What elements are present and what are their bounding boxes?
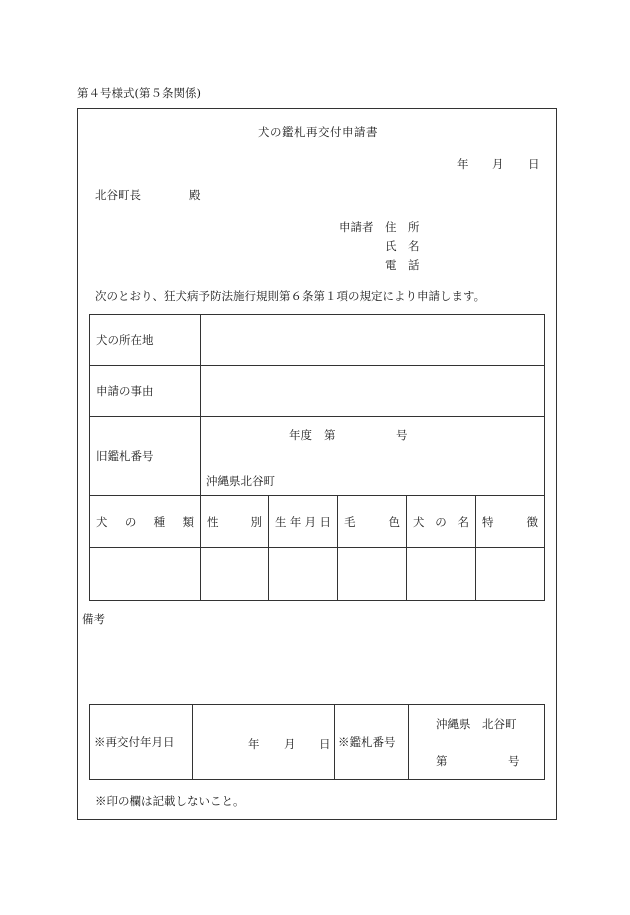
col-header-coat-color-chars xyxy=(344,514,400,530)
dog-location-field[interactable] xyxy=(201,315,545,366)
col-header-breed-chars xyxy=(96,514,194,530)
coat-color-field[interactable] xyxy=(338,548,407,601)
col-header-breed-char: の xyxy=(124,514,137,529)
old-tag-dai-label: 第 xyxy=(324,428,336,442)
old-tag-field[interactable] xyxy=(201,417,545,496)
tag-number-dai-label: 第 xyxy=(436,753,448,768)
reissue-date-month-label: 月 xyxy=(284,737,296,751)
old-tag-go-label: 号 xyxy=(396,428,408,442)
col-header-coat-color-char: 色 xyxy=(388,514,400,529)
office-use-row-top xyxy=(90,705,545,742)
col-header-birthdate-char: 日 xyxy=(319,514,331,529)
tag-number-label: ※鑑札番号 xyxy=(335,705,409,780)
form-number: 第４号様式(第５条関係) xyxy=(77,86,201,100)
birthdate-field[interactable] xyxy=(269,548,338,601)
remarks-label: 備考 xyxy=(82,612,105,626)
col-header-breed-char: 犬 xyxy=(96,514,108,529)
old-tag-row xyxy=(90,417,545,496)
col-header-sex-chars xyxy=(207,514,262,530)
date-month-label: 月 xyxy=(492,157,504,171)
reissue-date-day-label: 日 xyxy=(319,737,331,751)
col-header-breed xyxy=(90,496,201,548)
old-tag-place: 沖縄県北谷町 xyxy=(206,474,275,488)
col-header-features xyxy=(476,496,545,548)
col-header-breed-char: 類 xyxy=(182,514,194,529)
col-header-sex-char: 性 xyxy=(207,514,219,529)
dog-name-field[interactable] xyxy=(407,548,476,601)
col-header-features-char: 特 xyxy=(482,514,494,529)
form-title: 犬の鑑札再交付申請書 xyxy=(258,125,378,139)
col-header-features-chars xyxy=(482,514,538,530)
col-header-dog-name xyxy=(407,496,476,548)
office-use-table xyxy=(89,704,545,780)
col-header-birthdate xyxy=(269,496,338,548)
tag-number-pref: 沖縄県 xyxy=(436,717,471,731)
col-header-dog-name-chars xyxy=(413,514,469,530)
reason-label: 申請の事由 xyxy=(90,366,201,417)
dog-location-label: 犬の所在地 xyxy=(90,315,201,366)
col-header-dog-name-char: 名 xyxy=(457,514,469,529)
col-header-coat-color-char: 毛 xyxy=(344,514,356,529)
reissue-date-label: ※再交付年月日 xyxy=(90,705,193,780)
old-tag-label: 旧鑑札番号 xyxy=(90,417,201,496)
footnote: ※印の欄は記載しないこと。 xyxy=(95,794,245,808)
date-year-label: 年 xyxy=(457,157,469,171)
tag-number-town: 北谷町 xyxy=(482,717,517,731)
main-table xyxy=(89,314,545,601)
applicant-address-label: 住 所 xyxy=(385,220,420,234)
tag-number-field[interactable] xyxy=(409,742,545,780)
applicant-label: 申請者 xyxy=(339,220,374,234)
reason-row xyxy=(90,366,545,417)
date-day-label: 日 xyxy=(528,157,540,171)
col-header-coat-color xyxy=(338,496,407,548)
features-field[interactable] xyxy=(476,548,545,601)
reason-field[interactable] xyxy=(201,366,545,417)
breed-field[interactable] xyxy=(90,548,201,601)
col-header-sex xyxy=(201,496,269,548)
reissue-date-year-label: 年 xyxy=(248,737,260,751)
dog-location-row xyxy=(90,315,545,366)
applicant-phone-label: 電 話 xyxy=(385,258,420,272)
dog-columns-header-row xyxy=(90,496,545,548)
statement: 次のとおり、狂犬病予防法施行規則第６条第１項の規定により申請します。 xyxy=(95,289,486,303)
tag-number-place-cell xyxy=(409,705,545,742)
old-tag-year-label: 年度 xyxy=(289,428,312,442)
col-header-sex-char: 別 xyxy=(250,514,262,529)
sex-field[interactable] xyxy=(201,548,269,601)
addressee-honorific: 殿 xyxy=(189,188,201,202)
col-header-birthdate-char: 月 xyxy=(304,514,317,529)
applicant-name-label: 氏 名 xyxy=(385,239,420,253)
dog-details-row xyxy=(90,548,545,601)
addressee-name: 北谷町長 xyxy=(95,188,141,202)
col-header-birthdate-char: 生 xyxy=(275,514,287,529)
col-header-features-char: 徴 xyxy=(526,514,539,529)
reissue-date-field[interactable] xyxy=(193,705,335,780)
col-header-dog-name-char: の xyxy=(435,514,447,529)
col-header-birthdate-chars xyxy=(275,514,331,530)
col-header-breed-char: 種 xyxy=(153,514,166,529)
col-header-dog-name-char: 犬 xyxy=(413,514,425,529)
col-header-birthdate-char: 年 xyxy=(289,514,302,529)
tag-number-go-label: 号 xyxy=(508,753,520,768)
